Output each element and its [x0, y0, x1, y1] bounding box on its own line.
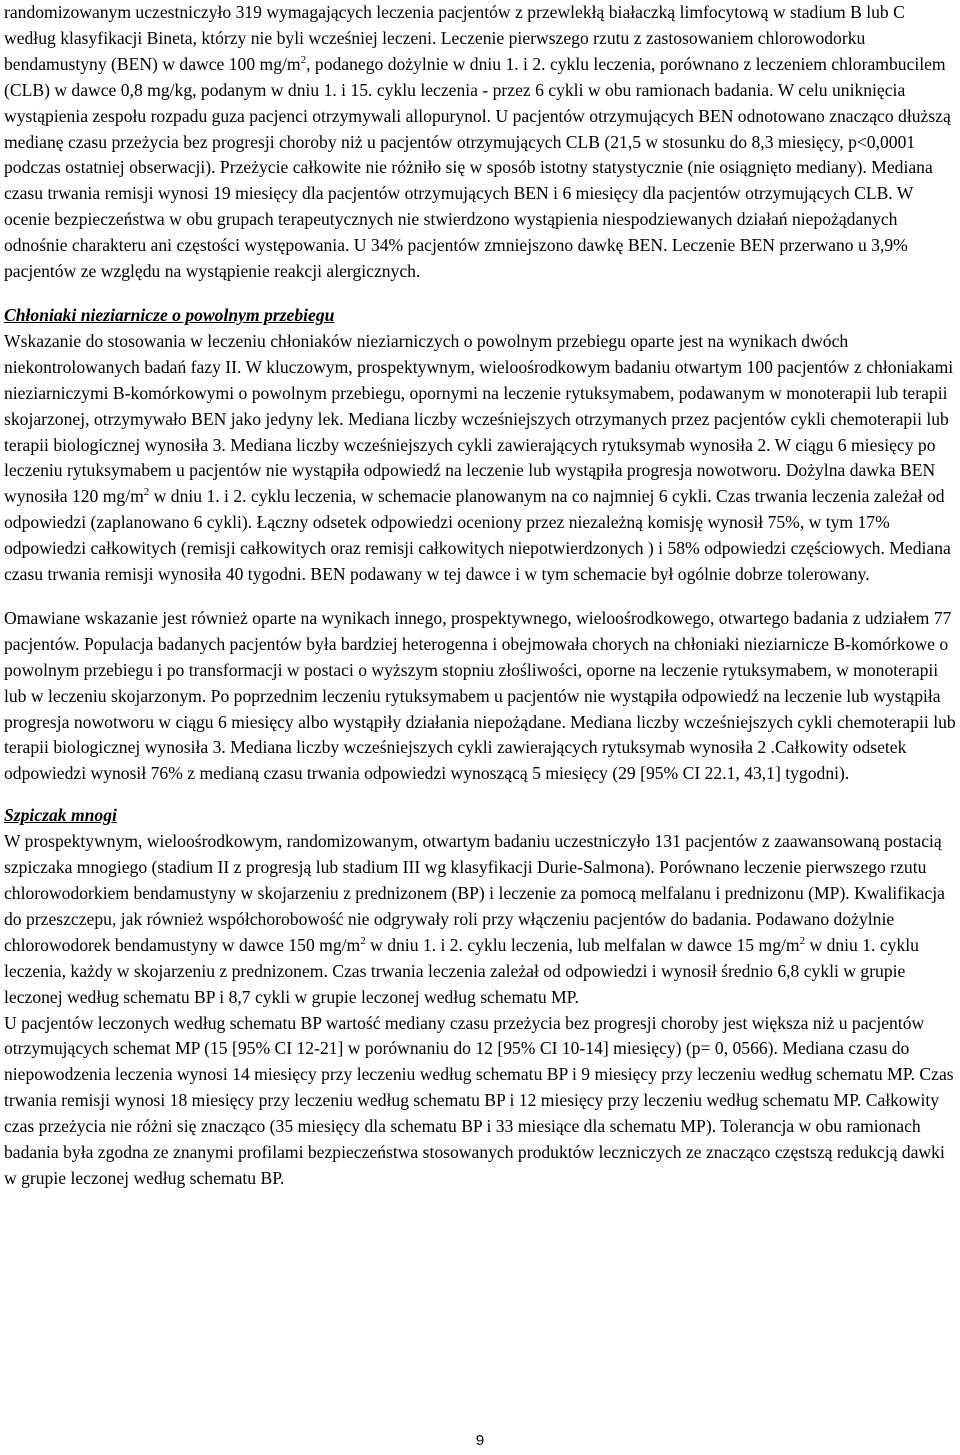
- page-number: 9: [475, 1432, 485, 1449]
- superscript: 2: [300, 53, 307, 66]
- section-cll: [4, 0, 956, 285]
- paragraph-myeloma-design: [4, 829, 956, 1010]
- text-segment: , podanego dożylnie w dniu 1. i 2. cyklu leczenia, porównano z leczeniem chlorambucilem (CLB) w dawce 0,8 mg/kg, podanym w dniu 1. i 15. cyklu leczenia - przez 6 cykli w obu ramionach badania. W celu uniknięcia wystąpienia zespołu rozpadu guza pacjenci otrzymywali allopurynol. U pacjentów otrzymujących BEN odnotowano znacząco dłuższą medianę czasu przeżycia bez progresji choroby niż u pacjentów otrzymujących CLB (21,5 w stosunku do 8,3 miesięcy, p<0,0001 podczas ostatniej obserwacji). Przeżycie całkowite nie różniło się w sposób istotny statystycznie (nie osiągnięto mediany). Mediana czasu trwania remisji wynosi 19 miesięcy dla pacjentów otrzymujących BEN i 6 miesięcy dla pacjentów otrzymujących CLB. W ocenie bezpieczeństwa w obu grupach terapeutycznych nie stwierdzono wystąpienia niespodziewanych działań niepożądanych odnośnie charakteru ani częstości występowania. U 34% pacjentów zmniejszono dawkę BEN. Leczenie BEN przerwano u 3,9% pacjentów ze względu na wystąpienie reakcji alergicznych.: [4, 53, 951, 282]
- text-segment: W prospektywnym, wieloośrodkowym, randomizowanym, otwartym badaniu uczestniczyło 131 pacjentów z zaawansowaną postacią szpiczaka mnogiego (stadium II z progresją lub stadium III wg klasyfikacji Durie-Salmona). Porównano leczenie pierwszego rzutu chlorowodorkiem bendamustyny w skojarzeniu z prednizonem (BP) i leczenie za pomocą melfalanu i prednizonu (MP). Kwalifikacja do przeszczepu, jak również współchorobowość nie odgrywały roli przy włączeniu pacjentów do badania. Podawano dożylnie chlorowodorek bendamustyny w dawce 150 mg/m: [4, 831, 945, 955]
- section-heading-myeloma: Szpiczak mnogi: [4, 805, 117, 826]
- paragraph-myeloma-results: [4, 1011, 956, 1192]
- superscript: 2: [360, 934, 366, 947]
- paragraph-nhl-supportive: [4, 606, 956, 787]
- text-segment: w dniu 1. cyklu leczenia, każdy w skojarzeniu z prednizonem. Czas trwania leczenia zależał od odpowiedzi i wynosił średnio 6,8 cykli w grupie leczonej według schematu BP i 8,7 cykli w grupie leczonej według schematu MP.: [4, 934, 919, 1007]
- text-segment: randomizowanym uczestniczyło 319 wymagających leczenia pacjentów z przewlekłą białaczką limfocytową w stadium B lub C według klasyfikacji Bineta, którzy nie byli wcześniej leczeni. Leczenie pierwszego rzutu z zastosowaniem chlorowodorku bendamustyny (BEN) w dawce 100 mg/m: [4, 2, 905, 74]
- section-heading-nhl: Chłoniaki nieziarnicze o powolnym przebiegu: [4, 304, 335, 325]
- text-segment: U pacjentów leczonych według schematu BP wartość mediany czasu przeżycia bez progresji choroby jest większa niż u pacjentów otrzymujących schemat MP (15 [95% CI 12-21] w porównaniu do 12 [95% CI 10-14] miesięcy) (p= 0, 0566). Mediana czasu do niepowodzenia leczenia wynosi 14 miesięcy przy leczeniu według schematu BP i 9 miesięcy przy leczeniu według schematu MP. Czas trwania remisji wynosi 18 miesięcy przy leczeniu według schematu BP i 12 miesięcy przy leczeniu według schematu MP. Całkowity czas przeżycia nie różni się znacząco (35 miesięcy dla schematu BP i 33 miesiące dla schematu MP). Tolerancja w obu ramionach badania była zgodna ze znanymi profilami bezpieczeństwa stosowanych produktów leczniczych ze znacząco częstszą redukcją dawki w grupie leczonej według schematu BP.: [4, 1012, 954, 1188]
- text-segment: w dniu 1. i 2. cyklu leczenia, lub melfalan w dawce 15 mg/m: [365, 934, 800, 955]
- document-page: [4, 0, 956, 1192]
- section-myeloma: [4, 803, 956, 1192]
- section-nhl: [4, 303, 956, 787]
- superscript: 2: [143, 486, 150, 499]
- paragraph-nhl-pivotal: [4, 329, 956, 588]
- paragraph-cll-results: [4, 0, 956, 285]
- text-segment: Wskazanie do stosowania w leczeniu chłoniaków nieziarniczych o powolnym przebiegu oparte jest na wynikach dwóch niekontrolowanych badań fazy II. W kluczowym, prospektywnym, wieloośrodkowym badaniu otwartym 100 pacjentów z chłoniakami nieziarniczymi B-komórkowymi o powolnym przebiegu, opornymi na leczenie rytuksymabem, podawanym w monoterapii lub terapii skojarzonej, otrzymywało BEN jako jedyny lek. Mediana liczby wcześniejszych otrzymanych przez pacjentów cykli chemoterapii lub terapii biologicznej wynosiła 3. Mediana liczby wcześniejszych cykli zawierających rytuksymab wynosiła 2. W ciągu 6 miesięcy po leczeniu rytuksymabem u pacjentów nie wystąpiła odpowiedź na leczenie lub wystąpiła progresja nowotworu. Dożylna dawka BEN wynosiła 120 mg/m: [4, 330, 954, 507]
- superscript: 2: [799, 934, 806, 947]
- text-segment: Omawiane wskazanie jest również oparte na wynikach innego, prospektywnego, wieloośrodkowego, otwartego badania z udziałem 77 pacjentów. Populacja badanych pacjentów była bardziej heterogenna i obejmowała chorych na chłoniaki nieziarnicze B-komórkowe o powolnym przebiegu i po transformacji w postaci o wyższym stopniu złośliwości, oporne na leczenie rytuksymabem, w monoterapii lub w leczeniu skojarzonym. Po poprzednim leczeniu rytuksymabem u pacjentów nie wystąpiła odpowiedź na leczenie lub wystąpiła progresja nowotworu w ciągu 6 miesięcy albo wystąpiły działania niepożądane. Mediana liczby wcześniejszych cykli chemoterapii lub terapii biologicznej wynosiła 3. Mediana liczby wcześniejszych cykli zawierających rytuksymab wynosiła 2 .Całkowity odsetek odpowiedzi wynosił 76% z medianą czasu trwania odpowiedzi wynoszącą 5 miesięcy (29 [95% CI 22.1, 43,1] tygodni).: [4, 607, 956, 784]
- text-segment: w dniu 1. i 2. cyklu leczenia, w schemacie planowanym na co najmniej 6 cykli. Czas trwania leczenia zależał od odpowiedzi (zaplanowano 6 cykli). Łączny odsetek odpowiedzi oceniony przez niezależną komisję wynosił 75%, w tym 17% odpowiedzi całkowitych (remisji całkowitych oraz remisji całkowitych niepotwierdzonych ) i 58% odpowiedzi częściowych. Mediana czasu trwania remisji wynosiła 40 tygodni. BEN podawany w tej dawce i w tym schemacie był ogólnie dobrze tolerowany.: [4, 486, 951, 585]
